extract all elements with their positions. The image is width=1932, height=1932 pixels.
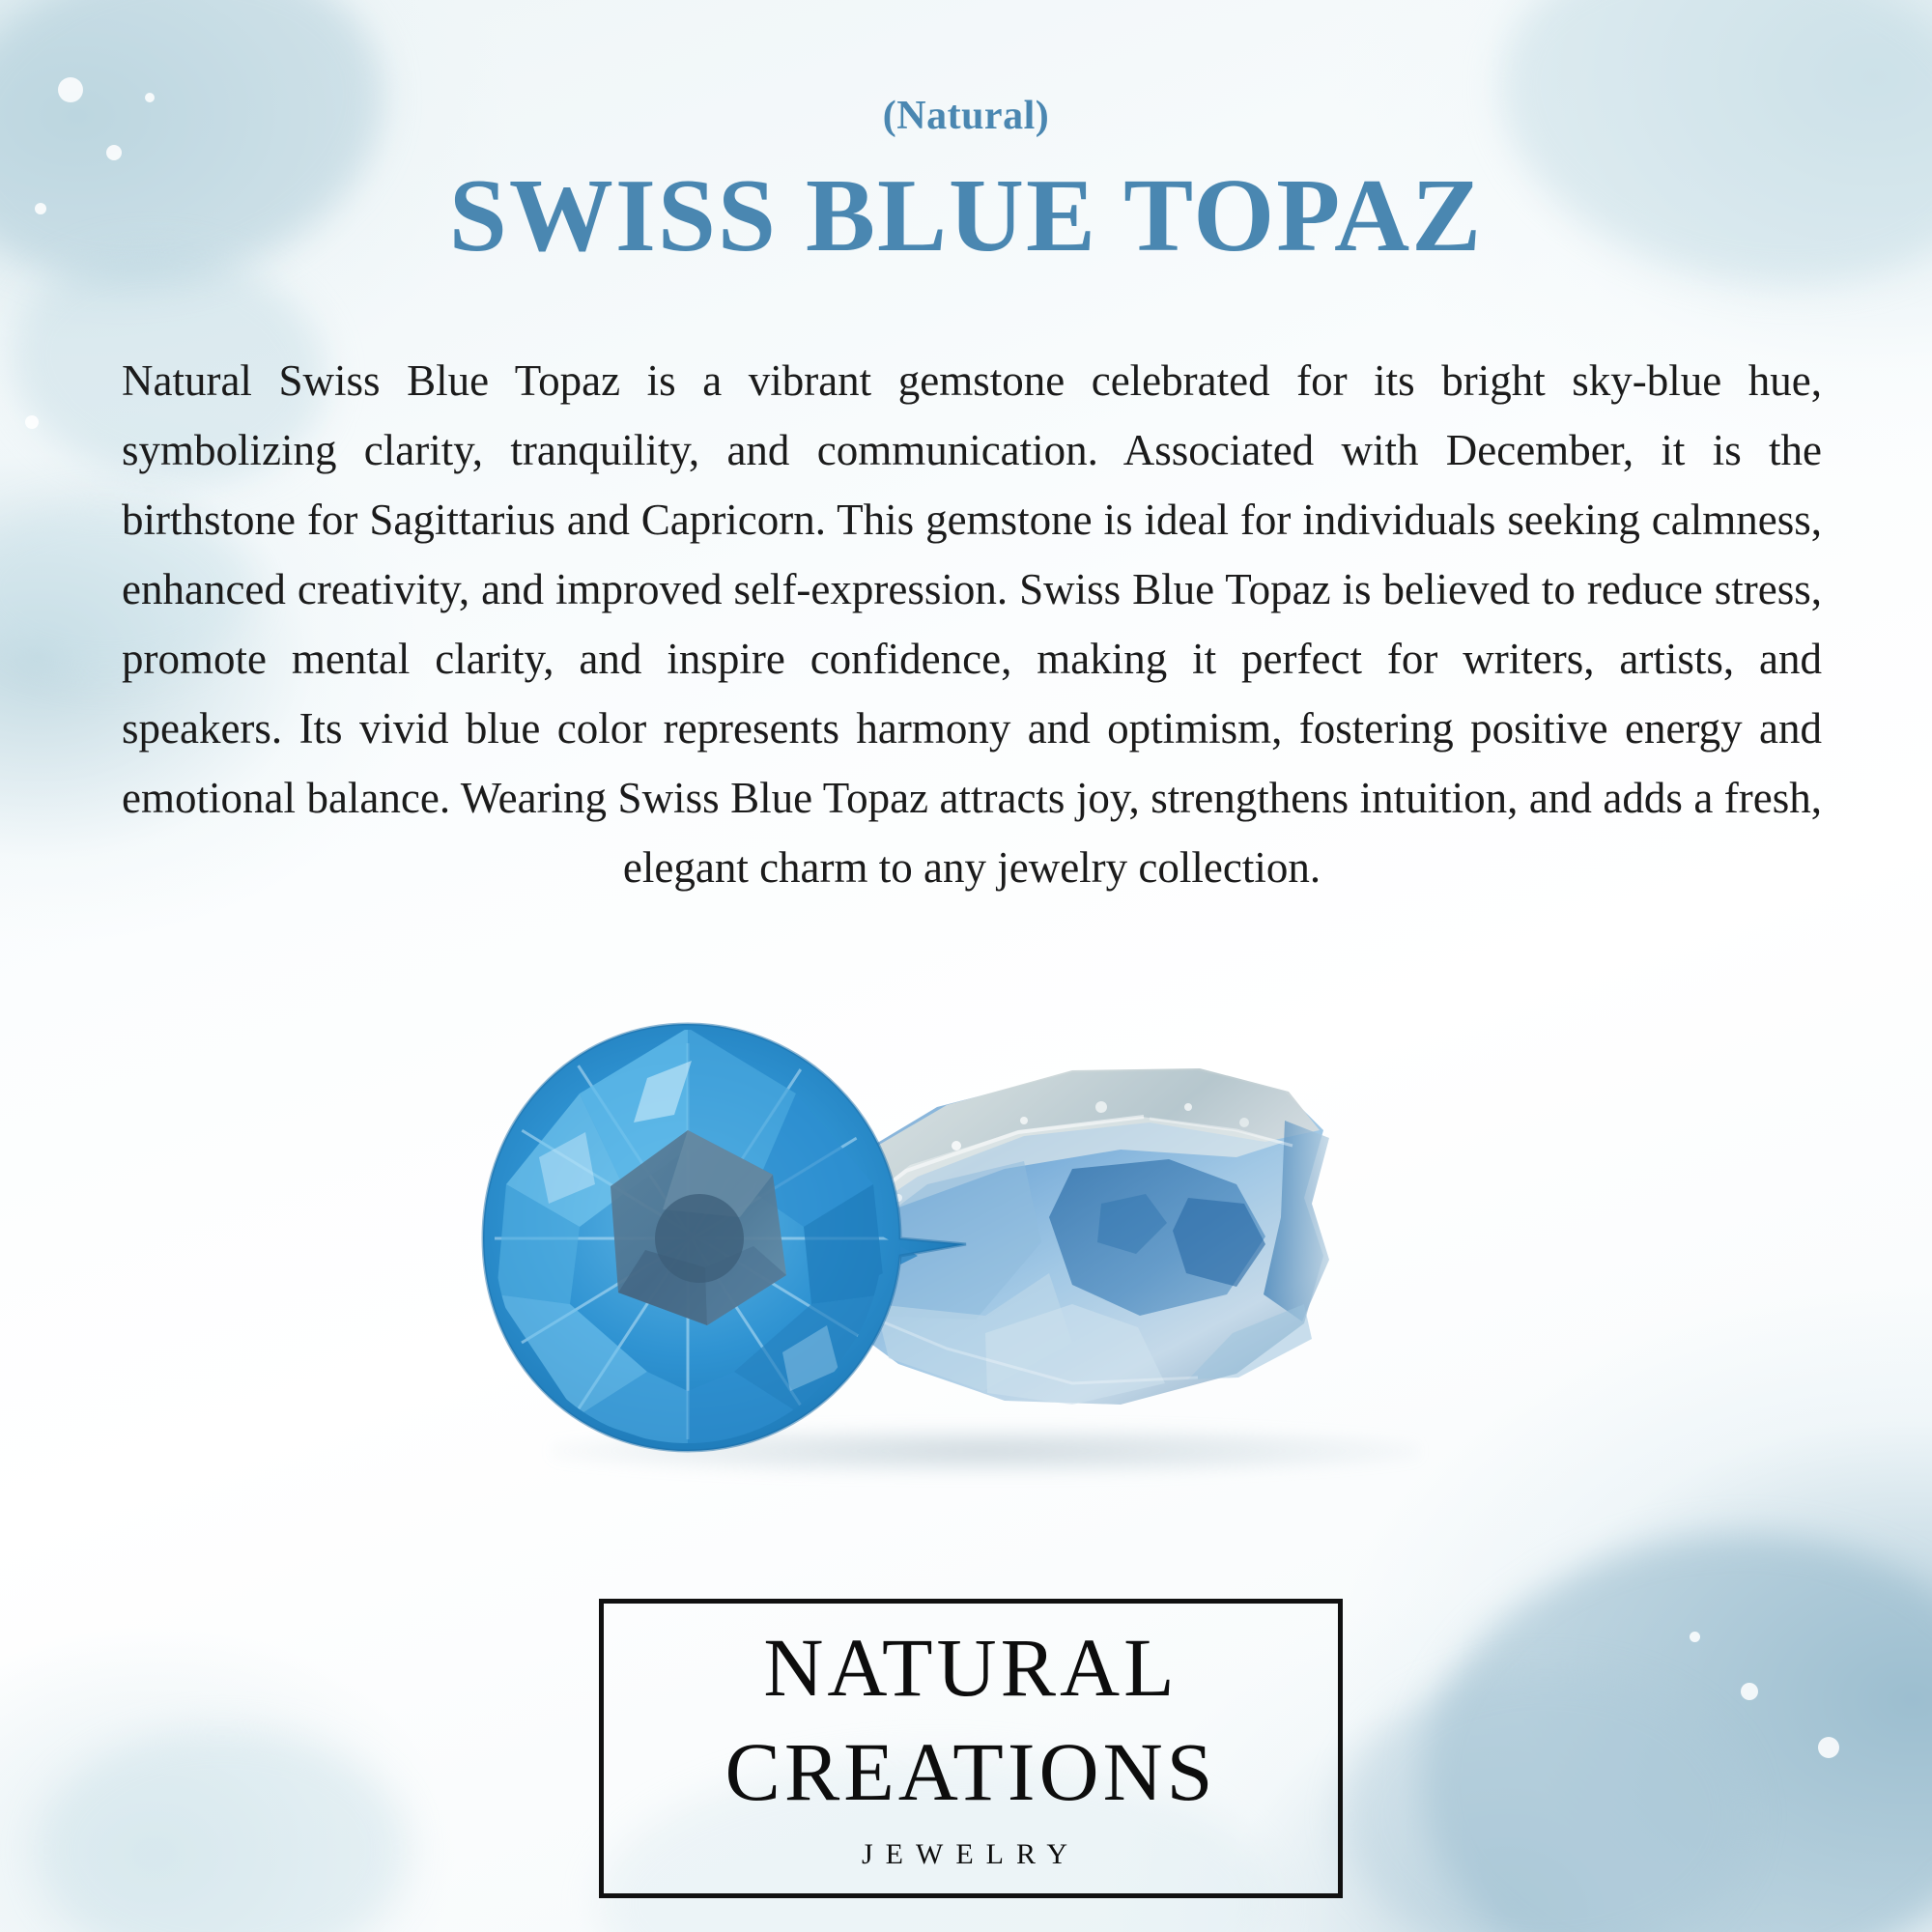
background-speck (1690, 1632, 1700, 1642)
watercolor-wash (39, 1729, 406, 1932)
description-paragraph: Natural Swiss Blue Topaz is a vibrant gemstone celebrated for its bright sky-blue hue, symbolizing clarity, tranquility, and communication. Associated with December, it is the birthstone for Sagittarius and Capricorn. This gemstone is ideal for individuals seeking calmness, enhanced creativity, and improved self-expression. Swiss Blue Topaz is believed to reduce stress, promote mental clarity, and inspire confidence, making it perfect for writers, artists, and speakers. Its vivid blue color represents harmony and optimism, fostering positive energy and emotional balance. Wearing Swiss Blue Topaz attracts joy, strengthens intuition, and adds a fresh, elegant charm to any jewelry collection. (122, 356, 1822, 892)
logo-line-2: CREATIONS (724, 1725, 1217, 1818)
watercolor-wash (1343, 1671, 1748, 1932)
logo-line-1: NATURAL (763, 1621, 1179, 1714)
eyebrow-label: (Natural) (882, 94, 1050, 138)
logo-subtitle: JEWELRY (862, 1838, 1080, 1870)
poster-header (0, 93, 1932, 273)
background-speck (25, 415, 39, 429)
background-speck (1818, 1737, 1839, 1758)
watercolor-wash (1391, 1496, 1932, 1932)
page-title: SWISS BLUE TOPAZ (448, 158, 1484, 273)
gemstone-image (464, 985, 1507, 1526)
background-speck (1741, 1683, 1758, 1700)
brand-logo (599, 1599, 1343, 1898)
faceted-gemstone-graphic (464, 985, 1082, 1488)
